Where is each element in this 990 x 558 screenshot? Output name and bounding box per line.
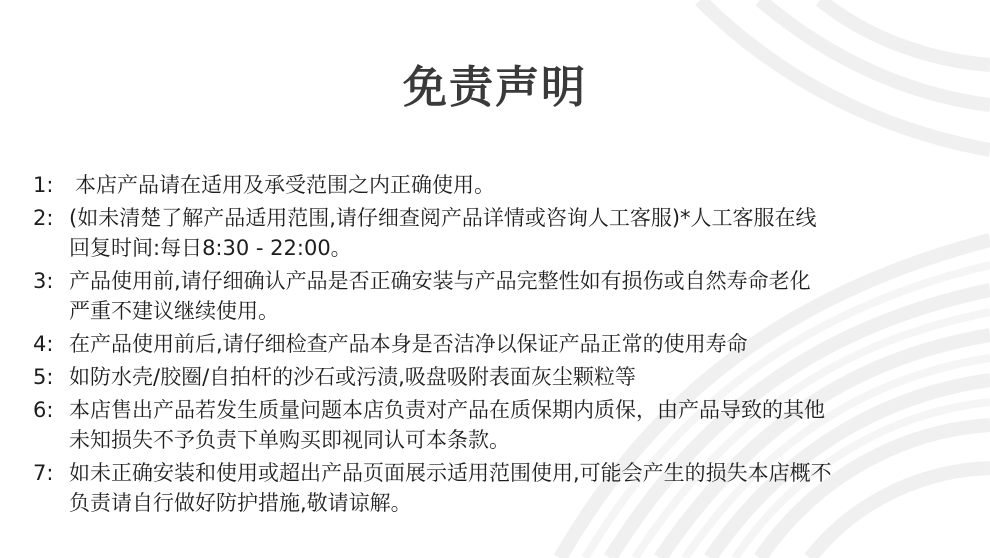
- list-item: [33, 329, 973, 359]
- item-number: 7:: [33, 461, 54, 485]
- item-line: 如防水壳/胶圈/自拍杆的沙石或污渍,吸盘吸附表面灰尘颗粒等: [69, 365, 636, 389]
- item-number: 3:: [33, 269, 54, 293]
- item-line: 如未正确安装和使用或超出产品页面展示适用范围使用,可能会产生的损失本店概不: [69, 461, 832, 485]
- item-number: 2:: [33, 206, 54, 230]
- item-line: 本店售出产品若发生质量问题本店负责对产品在质保期内质保，由产品导致的其他: [69, 398, 825, 422]
- item-line: 负责请自行做好防护措施,敬请谅解。: [69, 491, 412, 515]
- item-number: 4:: [33, 332, 54, 356]
- item-line: 产品使用前,请仔细确认产品是否正确安装与产品完整性如有损伤或自然寿命老化: [69, 269, 811, 293]
- list-item: [33, 362, 973, 392]
- item-line: 在产品使用前后,请仔细检查产品本身是否洁净以保证产品正常的使用寿命: [69, 332, 748, 356]
- item-line: 严重不建议继续使用。: [69, 299, 279, 323]
- item-text: [69, 266, 973, 326]
- page-title: 免责声明: [403, 62, 587, 113]
- list-item: [33, 266, 973, 326]
- item-line: 未知损失不予负责下单购买即视同认可本条款。: [69, 428, 510, 452]
- list-item: [33, 203, 973, 263]
- item-number: 1:: [33, 173, 54, 197]
- item-number: 5:: [33, 365, 54, 389]
- item-text: [69, 170, 973, 200]
- item-text: [69, 458, 973, 518]
- disclaimer-list: [33, 170, 973, 521]
- item-text: [69, 362, 973, 392]
- item-line: (如未清楚了解产品适用范围,请仔细查阅产品详情或咨询人工客服)*人工客服在线: [69, 206, 817, 230]
- item-text: [69, 395, 973, 455]
- item-text: [69, 203, 973, 263]
- item-line: 本店产品请在适用及承受范围之内正确使用。: [75, 173, 495, 197]
- list-item: [33, 458, 973, 518]
- item-line: 回复时间:每日8:30 - 22:00。: [69, 236, 352, 260]
- item-text: [69, 329, 973, 359]
- list-item: [33, 395, 973, 455]
- item-number: 6:: [33, 398, 54, 422]
- list-item: [33, 170, 973, 200]
